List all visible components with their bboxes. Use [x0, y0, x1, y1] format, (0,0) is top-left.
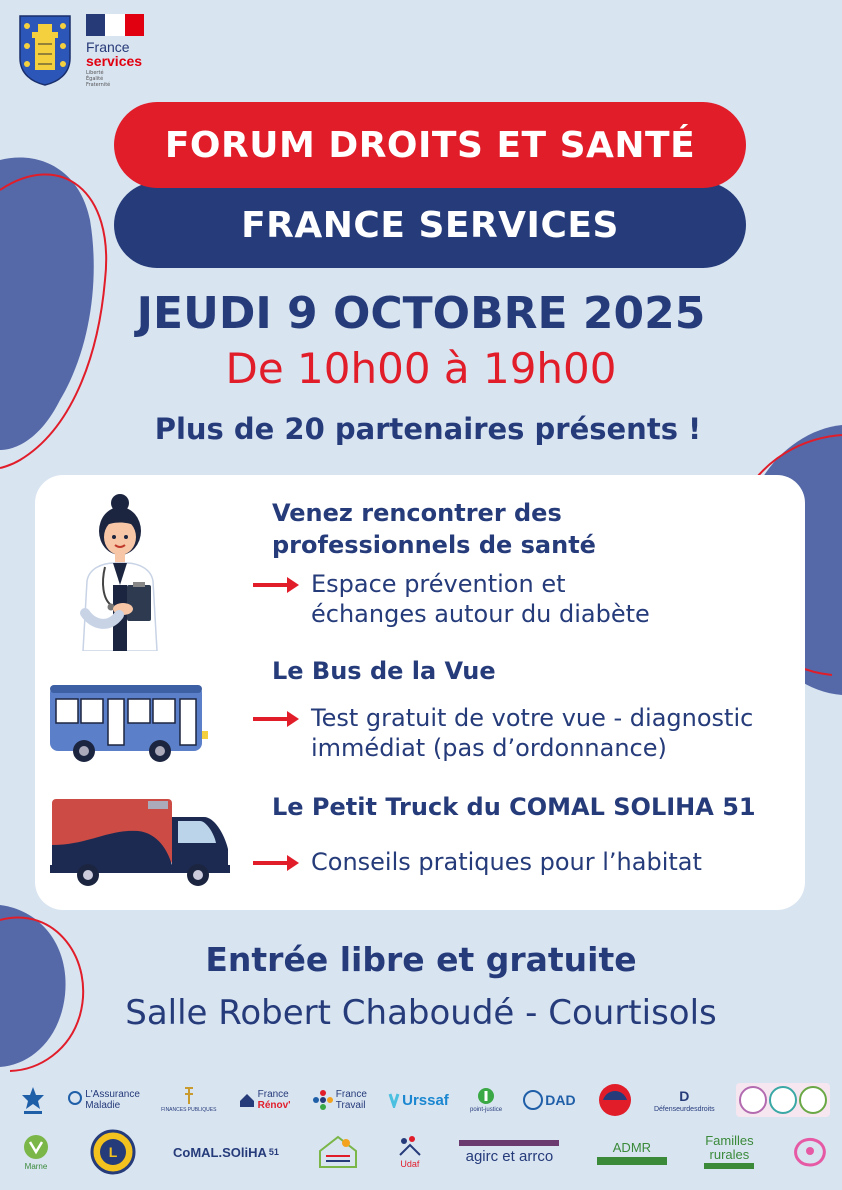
svg-text:L: L — [108, 1144, 117, 1160]
urssaf-label: Urssaf — [402, 1091, 449, 1109]
familles-label: Familles — [705, 1133, 754, 1148]
france-travail-label-1: France — [335, 1089, 367, 1100]
marne-logo — [20, 1134, 52, 1171]
bus-illustration — [48, 681, 212, 765]
pink-partner-logo — [792, 1135, 830, 1169]
marne-label: Marne — [24, 1161, 48, 1171]
france-renov-label: France — [257, 1089, 289, 1100]
circle-logo — [597, 1082, 633, 1118]
french-flag-icon — [86, 14, 144, 36]
coat-of-arms-icon — [18, 14, 72, 86]
agirc-label: agirc et arrco — [465, 1147, 554, 1165]
familles-rurales-logo — [704, 1135, 754, 1169]
defenseur-label: Défenseurdesdroits — [653, 1105, 715, 1113]
france-services-logo — [86, 14, 156, 88]
agirc-arrco-logo — [459, 1140, 559, 1165]
header-logos — [18, 14, 156, 88]
renov-label: Rénov' — [257, 1100, 291, 1111]
france-services-title: FRANCE SERVICES — [241, 204, 619, 246]
assurance-label: L'Assurance — [85, 1089, 140, 1100]
france-travail-label-2: Travail — [335, 1100, 366, 1111]
finances-publiques-logo — [161, 1087, 216, 1113]
section-health-text — [311, 569, 650, 629]
rurales-label: rurales — [709, 1147, 750, 1162]
multi-partner-logo — [736, 1083, 830, 1117]
red-arrow-icon — [253, 853, 301, 873]
section-health-title-line2: professionnels de santé — [272, 531, 596, 559]
section-truck-title: Le Petit Truck du COMAL SOLIHA 51 — [272, 793, 756, 821]
udaf-logo — [398, 1135, 422, 1169]
section-bus-detail — [253, 703, 753, 763]
section-truck-detail — [253, 847, 702, 877]
partners-count: Plus de 20 partenaires présents ! — [154, 412, 702, 446]
partner-logos-row-1 — [20, 1080, 830, 1120]
maladie-label: Maladie — [85, 1100, 121, 1111]
maison-departementale-logo — [316, 1133, 360, 1171]
comal-soliha-logo — [173, 1145, 279, 1160]
france-services-banner — [114, 182, 746, 268]
comal-label: CoMAL.SOliHA — [173, 1144, 267, 1160]
doctor-illustration — [75, 493, 165, 651]
entry-info: Entrée libre et gratuite — [205, 940, 637, 979]
assurance-maladie-logo — [67, 1089, 140, 1111]
section-health-text-line2: échanges autour du diabète — [311, 600, 650, 628]
red-arrow-icon — [253, 709, 301, 729]
point-justice-label: point-justice — [470, 1107, 503, 1113]
urssaf-logo — [388, 1092, 449, 1109]
republic-motto: Liberté Égalité Fraternité — [86, 70, 111, 88]
venue-info: Salle Robert Chaboudé - Courtisols — [125, 993, 717, 1033]
france-renov-logo — [238, 1089, 291, 1111]
bottom-left-blob-decoration — [0, 905, 90, 1075]
partner-logos-row-2 — [20, 1130, 830, 1174]
forum-title-banner — [114, 102, 746, 188]
adad-label: DAD — [545, 1092, 576, 1108]
defenseur-des-droits-logo: D Défenseurdesdroits — [653, 1087, 715, 1113]
section-health-detail — [253, 569, 650, 629]
section-bus-text-line1: Test gratuit de votre vue - diagnostic — [311, 704, 754, 732]
france-travail-logo — [312, 1089, 367, 1111]
red-arrow-icon — [253, 575, 301, 595]
section-health-title — [272, 497, 596, 561]
admr-label: ADMR — [612, 1139, 652, 1155]
section-bus-title: Le Bus de la Vue — [272, 657, 496, 685]
point-justice-logo — [470, 1087, 502, 1113]
truck-illustration — [48, 793, 232, 889]
section-truck-text: Conseils pratiques pour l’habitat — [311, 848, 702, 876]
logo-france-label: France — [86, 39, 130, 55]
info-card — [35, 475, 805, 910]
forum-title: FORUM DROITS ET SANTÉ — [164, 124, 696, 166]
finances-label: FINANCES PUBLIQUES — [161, 1107, 217, 1113]
caf-logo — [20, 1085, 46, 1115]
udaf-label: Udaf — [400, 1159, 420, 1169]
section-health-text-line1: Espace prévention et — [311, 570, 566, 598]
adad-logo — [523, 1090, 575, 1110]
section-bus-text — [311, 703, 753, 763]
logo-services-label: services — [86, 53, 143, 69]
section-health-title-line1: Venez rencontrer des — [272, 499, 562, 527]
lions-club-logo — [90, 1129, 136, 1175]
event-date: JEUDI 9 OCTOBRE 2025 — [136, 288, 706, 339]
section-bus-text-line2: immédiat (pas d’ordonnance) — [311, 734, 667, 762]
event-hours: De 10h00 à 19h00 — [225, 344, 617, 393]
admr-logo — [597, 1140, 667, 1165]
comal-number: 51 — [268, 1147, 279, 1157]
